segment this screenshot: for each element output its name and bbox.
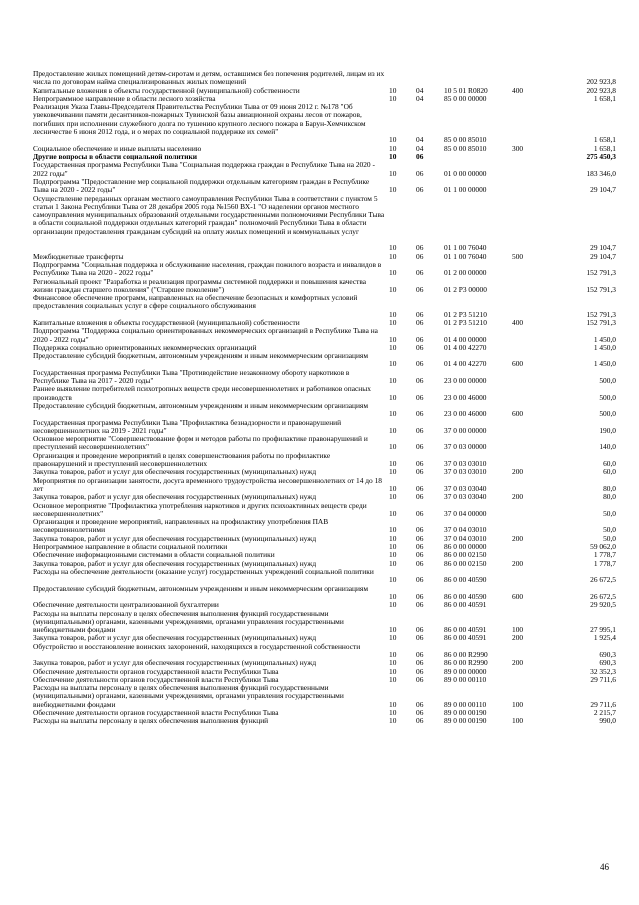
table-row: [0, 369, 639, 386]
row-amount: 690,3: [599, 649, 616, 659]
row-section-code: 10: [389, 550, 397, 560]
row-section-code: 10: [389, 334, 397, 344]
row-expense-type-code: 400: [512, 85, 524, 95]
row-section-code: 10: [389, 591, 397, 601]
row-name: Непрограммное направление в области лесного хозяйства: [33, 93, 216, 103]
table-row: [0, 684, 639, 709]
row-subsection-code: 06: [416, 392, 424, 402]
row-expense-type-code: 100: [512, 716, 524, 726]
row-amount: 60,0: [603, 467, 616, 477]
row-target-article-code: 01 2 P3 00000: [444, 284, 487, 294]
table-row: [0, 402, 639, 419]
row-amount: 140,0: [599, 442, 616, 452]
row-subsection-code: 06: [416, 533, 424, 543]
row-expense-type-code: 200: [512, 658, 524, 668]
row-target-article-code: 37 0 03 00000: [444, 442, 487, 452]
row-name: Государственная программа Республики Тыва "Социальная поддержка граждан в Республике Тыва на 2020 - 2022 годы": [33, 160, 375, 178]
row-amount: 190,0: [599, 425, 616, 435]
row-target-article-code: 01 1 00 76040: [444, 243, 487, 253]
row-section-code: 10: [389, 135, 397, 145]
row-name: Мероприятия по организации занятости, досуга временного трудоустройства несовершеннолетних от 14 до 18 лет: [33, 475, 382, 493]
row-name: Финансовое обеспечение программ, направленных на обеспечение безопасных и комфортных условий предоставления социальных услуг в сфере социального обслуживания: [33, 293, 358, 311]
row-section-code: 10: [389, 492, 397, 502]
row-section-code: 10: [389, 152, 397, 161]
row-target-article-code: 86 0 00 02150: [444, 550, 487, 560]
row-target-article-code: 37 0 03 03010: [444, 459, 487, 469]
row-section-code: 10: [389, 409, 397, 419]
row-target-article-code: 89 0 00 00110: [444, 699, 487, 709]
row-name: Реализация Указа Главы-Председателя Правительства Республики Тыва от 09 июня 2012 г. №178 "Об увековечивании памяти десантников-пожарных Тувинской базы авиационной охраны лесов от пожаров, погибших при исполнении служебного долга по тушению крупного лесного пожара в Барун-Хемчикском лесничестве 6 июня 2012 года, и о мерах по социальной поддержке их семей": [33, 102, 366, 137]
row-subsection-code: 06: [416, 268, 424, 278]
row-name: Обеспечение деятельности централизованной бухгалтерии: [33, 600, 219, 610]
row-subsection-code: 06: [416, 716, 424, 726]
row-expense-type-code: 600: [512, 359, 524, 369]
row-subsection-code: 06: [416, 442, 424, 452]
row-amount: 990,0: [599, 716, 616, 726]
row-amount: 29 920,5: [590, 600, 616, 610]
row-subsection-code: 06: [416, 185, 424, 195]
row-amount: 50,0: [603, 508, 616, 518]
row-name: Обеспечение деятельности органов государственной власти Республики Тыва: [33, 666, 279, 676]
row-subsection-code: 06: [416, 425, 424, 435]
row-target-article-code: 86 0 00 40591: [444, 633, 487, 643]
row-section-code: 10: [389, 542, 397, 552]
row-section-code: 10: [389, 459, 397, 469]
row-amount: 202 923,8: [586, 77, 616, 87]
row-name: Непрограммное направление в области социальной политики: [33, 542, 228, 552]
row-subsection-code: 06: [416, 558, 424, 568]
table-row: [0, 610, 639, 635]
row-target-article-code: 10 5 01 R0820: [444, 85, 488, 95]
row-subsection-code: 06: [416, 318, 424, 327]
row-target-article-code: 85 0 00 85010: [444, 135, 487, 145]
row-section-code: 10: [389, 425, 397, 435]
row-target-article-code: 37 0 04 00000: [444, 508, 487, 518]
row-name: Расходы на выплаты персоналу в целях обеспечения выполнения функций государственными (муниципальными) органами, казенными учреждениями, органами управления государственными внебюджетными фондами: [33, 608, 344, 635]
row-amount: 1 658,1: [593, 135, 616, 145]
row-subsection-code: 06: [416, 633, 424, 643]
row-name: Капитальные вложения в объекты государственной (муниципальной) собственности: [33, 85, 300, 95]
row-target-article-code: 89 0 00 00110: [444, 674, 487, 684]
row-amount: 27 995,1: [590, 625, 616, 635]
row-subsection-code: 06: [416, 542, 424, 552]
row-subsection-code: 06: [416, 492, 424, 502]
row-target-article-code: 01 0 00 00000: [444, 168, 487, 178]
row-subsection-code: 06: [416, 483, 424, 493]
row-subsection-code: 06: [416, 467, 424, 477]
row-amount: 2 215,7: [593, 708, 616, 718]
row-target-article-code: 37 0 04 03010: [444, 525, 487, 535]
row-subsection-code: 06: [416, 674, 424, 684]
row-section-code: 10: [389, 467, 397, 477]
row-subsection-code: 06: [416, 409, 424, 419]
row-amount: 152 791,3: [586, 318, 616, 327]
row-expense-type-code: 400: [512, 318, 524, 327]
row-section-code: 10: [389, 558, 397, 568]
row-name: Государственная программа Республики Тыва "Противодействие незаконному обороту наркотиков в Республике Тыва на 2017 - 2020 годы": [33, 367, 350, 386]
row-section-code: 10: [389, 483, 397, 493]
row-amount: 26 672,5: [590, 591, 616, 601]
row-name: Предоставление субсидий бюджетным, автономным учреждениям и иным некоммерческим организациям: [33, 351, 369, 361]
row-subsection-code: 06: [416, 168, 424, 178]
row-subsection-code: 06: [416, 334, 424, 344]
row-target-article-code: 85 0 00 85010: [444, 143, 487, 153]
row-target-article-code: 86 0 00 40590: [444, 575, 487, 585]
row-target-article-code: 01 1 00 00000: [444, 185, 487, 195]
row-section-code: 10: [389, 708, 397, 718]
row-target-article-code: 89 0 00 00000: [444, 666, 487, 676]
row-name: Региональный проект "Разработка и реализация программы системной поддержки и повышения качества жизни граждан старшего поколения" ("Старшее поколение"): [33, 276, 367, 294]
row-section-code: 10: [389, 185, 397, 195]
row-target-article-code: 01 4 00 42270: [444, 359, 487, 369]
row-amount: 29 104,7: [590, 243, 616, 253]
row-target-article-code: 85 0 00 00000: [444, 93, 487, 103]
row-target-article-code: 01 2 P3 51210: [444, 318, 487, 327]
row-section-code: 10: [389, 342, 397, 352]
row-subsection-code: 06: [416, 591, 424, 601]
row-target-article-code: 37 0 03 03010: [444, 467, 487, 477]
row-section-code: 10: [389, 376, 397, 386]
row-amount: 1 658,1: [593, 143, 616, 153]
row-amount: 1 450,0: [593, 359, 616, 369]
row-section-code: 10: [389, 268, 397, 278]
row-subsection-code: 06: [416, 625, 424, 635]
row-section-code: 10: [389, 525, 397, 535]
row-name: Подпрограмма "Социальная поддержка и обслуживание населения, граждан пожилого возраста и инвалидов в Республике Тыва на 2020 - 2022 годы": [33, 259, 382, 278]
row-name: Раннее выявление потребителей психотропных веществ среди несовершеннолетних и работников опасных производств: [33, 384, 371, 402]
row-target-article-code: 86 0 00 40591: [444, 600, 487, 610]
row-amount: 32 352,3: [590, 666, 616, 676]
row-subsection-code: 06: [416, 152, 424, 161]
row-section-code: 10: [389, 284, 397, 294]
row-subsection-code: 06: [416, 658, 424, 668]
row-amount: 1 450,0: [593, 334, 616, 344]
row-section-code: 10: [389, 658, 397, 668]
row-target-article-code: 86 0 00 R2990: [444, 658, 488, 668]
row-target-article-code: 86 0 00 40591: [444, 625, 487, 635]
table-row: [0, 585, 639, 602]
row-section-code: 10: [389, 575, 397, 585]
row-expense-type-code: 100: [512, 699, 524, 709]
row-amount: 80,0: [603, 492, 616, 502]
row-subsection-code: 04: [416, 135, 424, 145]
row-expense-type-code: 200: [512, 492, 524, 502]
row-target-article-code: 23 0 00 00000: [444, 376, 487, 386]
row-amount: 60,0: [603, 459, 616, 469]
row-target-article-code: 37 0 00 00000: [444, 425, 487, 435]
table-row: [0, 452, 639, 469]
row-subsection-code: 04: [416, 85, 424, 95]
row-section-code: 10: [389, 392, 397, 402]
row-expense-type-code: 200: [512, 633, 524, 643]
table-row: [0, 477, 639, 494]
row-name: Поддержка социально ориентированных некоммерческих организаций: [33, 342, 257, 352]
table-row: [0, 261, 639, 278]
row-subsection-code: 06: [416, 525, 424, 535]
row-target-article-code: 37 0 04 03010: [444, 533, 487, 543]
row-target-article-code: 89 0 00 00190: [444, 708, 487, 718]
page-number: 46: [600, 862, 609, 872]
table-row: [0, 568, 639, 585]
row-section-code: 10: [389, 243, 397, 253]
row-section-code: 10: [389, 600, 397, 610]
table-row: [0, 352, 639, 369]
table-row: [0, 518, 639, 535]
row-subsection-code: 06: [416, 376, 424, 386]
row-amount: 500,0: [599, 376, 616, 386]
row-name: Осуществление переданных органам местного самоуправления Республики Тыва в соответствии с пунктом 5 статьи 1 Закона Республики Тыва от 28 декабря 2005 года №1560 ВХ-1 "О наделении органов местного самоуправления муниципальных образований отдельными государственными полномочиями Республики Тыва в области социальной поддержки отдельных категорий граждан" полномочий Республики Тыва в области организации предоставления гражданам субсидий на оплату жилых помещений и коммунальных услуг: [33, 193, 385, 236]
row-target-article-code: 23 0 00 46000: [444, 409, 487, 419]
row-section-code: 10: [389, 442, 397, 452]
row-target-article-code: 23 0 00 46000: [444, 392, 487, 402]
row-expense-type-code: 600: [512, 409, 524, 419]
table-row: [0, 70, 639, 87]
row-section-code: 10: [389, 625, 397, 635]
row-amount: 50,0: [603, 525, 616, 535]
row-section-code: 10: [389, 359, 397, 369]
row-subsection-code: 06: [416, 666, 424, 676]
row-section-code: 10: [389, 168, 397, 178]
row-subsection-code: 06: [416, 309, 424, 319]
row-amount: 1 450,0: [593, 342, 616, 352]
row-name: Предоставление субсидий бюджетным, автономным учреждениям и иным некоммерческим организациям: [33, 401, 369, 410]
row-name: Организация и проведение мероприятий в целях совершенствования работы по профилактике правонарушений и преступлений несовершеннолетних: [33, 450, 331, 469]
row-expense-type-code: 200: [512, 558, 524, 568]
row-target-article-code: 86 0 00 00000: [444, 542, 487, 552]
row-subsection-code: 06: [416, 550, 424, 560]
table-row: [0, 103, 639, 145]
row-name: Организация и проведение мероприятий, направленных на профилактику употребления ПАВ несовершеннолетними: [33, 517, 329, 535]
row-name: Подпрограмма "Предоставление мер социальной поддержки отдельным категориям граждан в Республике Тыва на 2020 - 2022 годы": [33, 176, 370, 195]
row-target-article-code: 37 0 03 03040: [444, 483, 487, 493]
row-amount: 1 778,7: [593, 558, 616, 568]
row-target-article-code: 89 0 00 00190: [444, 716, 487, 726]
row-section-code: 10: [389, 309, 397, 319]
row-amount: 29 711,6: [590, 699, 616, 709]
row-name: Закупка товаров, работ и услуг для обеспечения государственных (муниципальных) нужд: [33, 658, 317, 668]
row-section-code: 10: [389, 85, 397, 95]
row-name: Подпрограмма "Поддержка социально ориентированных некоммерческих организаций в Республике Тыва на 2020 - 2022 годы": [33, 326, 378, 344]
row-name: Закупка товаров, работ и услуг для обеспечения государственных (муниципальных) нужд: [33, 633, 317, 643]
row-section-code: 10: [389, 533, 397, 543]
row-section-code: 10: [389, 674, 397, 684]
row-amount: 26 672,5: [590, 575, 616, 585]
table-row: [0, 502, 639, 519]
row-name: Межбюджетные трансферты: [33, 251, 124, 261]
row-name: Закупка товаров, работ и услуг для обеспечения государственных (муниципальных) нужд: [33, 492, 317, 502]
table-row: [0, 385, 639, 402]
row-target-article-code: 01 4 00 42270: [444, 342, 487, 352]
row-amount: 1 778,7: [593, 550, 616, 560]
row-section-code: 10: [389, 649, 397, 659]
row-name: Расходы на выплаты персоналу в целях обеспечения выполнения функций государственными (муниципальными) органами, казенными учреждениями, органами управления государственными внебюджетными фондами: [33, 683, 344, 709]
row-expense-type-code: 200: [512, 533, 524, 543]
row-target-article-code: 86 0 00 02150: [444, 558, 487, 568]
row-target-article-code: 01 4 00 00000: [444, 334, 487, 344]
row-subsection-code: 06: [416, 600, 424, 610]
row-section-code: 10: [389, 318, 397, 327]
table-row: [0, 178, 639, 195]
row-subsection-code: 06: [416, 459, 424, 469]
row-section-code: 10: [389, 93, 397, 103]
row-subsection-code: 06: [416, 575, 424, 585]
table-row: [0, 195, 639, 253]
row-name: Основное мероприятие "Совершенствование форм и методов работы по профилактике правонарушений и преступлений несовершеннолетних": [33, 434, 368, 452]
row-name: Закупка товаров, работ и услуг для обеспечения государственных (муниципальных) нужд: [33, 467, 317, 477]
row-name: Обеспечение информационными системами в области социальной политики: [33, 550, 275, 560]
row-amount: 500,0: [599, 392, 616, 402]
row-name: Обеспечение деятельности органов государственной власти Республики Тыва: [33, 708, 279, 718]
row-amount: 275 450,3: [586, 152, 616, 161]
row-section-code: 10: [389, 633, 397, 643]
row-amount: 1 925,4: [593, 633, 616, 643]
row-amount: 29 711,6: [590, 674, 616, 684]
row-name: Основное мероприятие "Профилактика употребления наркотиков и других психоактивных веществ среди несовершеннолетних": [33, 500, 367, 518]
row-expense-type-code: 300: [512, 143, 524, 153]
table-row: [0, 278, 639, 295]
row-amount: 152 791,3: [586, 309, 616, 319]
table-row: [0, 435, 639, 452]
row-name: Обеспечение деятельности органов государственной власти Республики Тыва: [33, 674, 279, 684]
table-row: [0, 327, 639, 344]
row-name: Социальное обеспечение и иные выплаты населению: [33, 143, 202, 153]
row-expense-type-code: 600: [512, 591, 524, 601]
table-row: [0, 717, 639, 725]
row-subsection-code: 06: [416, 251, 424, 261]
row-expense-type-code: 200: [512, 467, 524, 477]
row-amount: 690,3: [599, 658, 616, 668]
row-subsection-code: 06: [416, 708, 424, 718]
row-target-article-code: 01 2 00 00000: [444, 268, 487, 278]
row-section-code: 10: [389, 699, 397, 709]
row-target-article-code: 37 0 03 03040: [444, 492, 487, 502]
row-target-article-code: 86 0 00 40590: [444, 591, 487, 601]
table-row: [0, 419, 639, 436]
row-name: Предоставление субсидий бюджетным, автономным учреждениям и иным некоммерческим организациям: [33, 583, 369, 593]
row-subsection-code: 06: [416, 699, 424, 709]
row-amount: 183 346,0: [586, 168, 616, 178]
row-section-code: 10: [389, 508, 397, 518]
row-amount: 50,0: [603, 533, 616, 543]
row-amount: 152 791,3: [586, 284, 616, 294]
row-target-article-code: 86 0 00 R2990: [444, 649, 488, 659]
row-amount: 59 062,0: [590, 542, 616, 552]
row-amount: 80,0: [603, 483, 616, 493]
row-subsection-code: 06: [416, 649, 424, 659]
row-name: Закупка товаров, работ и услуг для обеспечения государственных (муниципальных) нужд: [33, 533, 317, 543]
row-subsection-code: 06: [416, 243, 424, 253]
row-name: Закупка товаров, работ и услуг для обеспечения государственных (муниципальных) нужд: [33, 558, 317, 568]
table-row: [0, 294, 639, 319]
row-expense-type-code: 100: [512, 625, 524, 635]
row-name: Другие вопросы в области социальной политики: [33, 152, 198, 161]
row-name: Государственная программа Республики Тыва "Профилактика безнадзорности и правонарушений несовершеннолетних на 2019 - 2021 годы": [33, 417, 342, 435]
table-row: [0, 161, 639, 178]
row-amount: 1 658,1: [593, 93, 616, 103]
row-subsection-code: 06: [416, 359, 424, 369]
row-amount: 29 104,7: [590, 251, 616, 261]
table-row: [0, 643, 639, 660]
row-amount: 500,0: [599, 409, 616, 419]
row-target-article-code: 01 1 00 76040: [444, 251, 487, 261]
row-subsection-code: 06: [416, 508, 424, 518]
row-section-code: 10: [389, 716, 397, 726]
row-name: Капитальные вложения в объекты государственной (муниципальной) собственности: [33, 318, 300, 327]
row-section-code: 10: [389, 143, 397, 153]
row-subsection-code: 04: [416, 143, 424, 153]
row-target-article-code: 01 2 P3 51210: [444, 309, 487, 319]
row-subsection-code: 04: [416, 93, 424, 103]
row-expense-type-code: 500: [512, 251, 524, 261]
row-name: Предоставление жилых помещений детям-сиротам и детям, оставшимся без попечения родителей, лицам из их числа по договорам найма специализированных жилых помещений: [33, 69, 385, 87]
row-section-code: 10: [389, 251, 397, 261]
row-amount: 152 791,3: [586, 268, 616, 278]
row-amount: 29 104,7: [590, 185, 616, 195]
row-section-code: 10: [389, 666, 397, 676]
row-subsection-code: 06: [416, 284, 424, 294]
row-name: Обустройство и восстановление воинских захоронений, находящихся в государственной собственности: [33, 641, 361, 651]
row-amount: 202 923,8: [586, 85, 616, 95]
row-subsection-code: 06: [416, 342, 424, 352]
row-name: Расходы на обеспечение деятельности (оказание услуг) государственных учреждений социальной политики: [33, 567, 374, 576]
row-name: Расходы на выплаты персоналу в целях обеспечения выполнения функций: [33, 716, 269, 726]
